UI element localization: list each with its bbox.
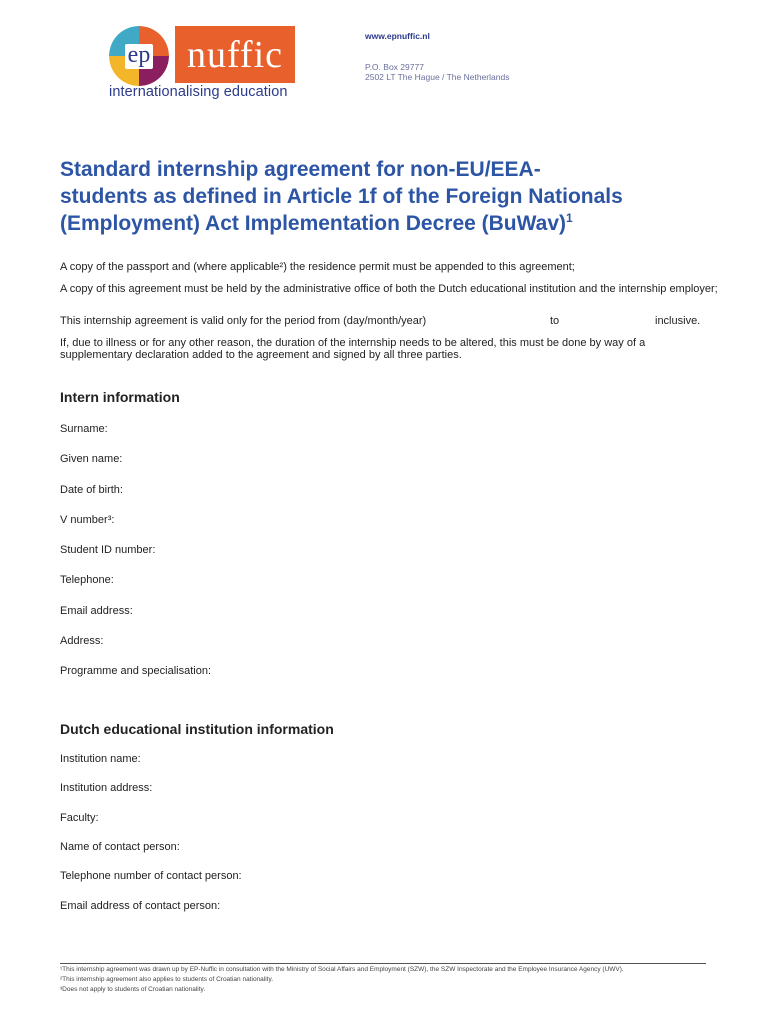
address-label: Address: [60, 635, 104, 647]
contact-email-label: Email address of contact person: [60, 900, 221, 912]
student-id-label: Student ID number: [60, 544, 156, 556]
intro-validity [60, 315, 720, 327]
programme-label: Programme and specialisation: [60, 665, 212, 677]
intro-illness: If, due to illness or for any other reason, the duration of the internship needs to be altered, this must be done by way of a supplementary declaration added to the agreement and signed by all three parties. [60, 337, 646, 361]
institution-address-label: Institution address: [60, 782, 153, 794]
footnote-divider [60, 963, 706, 964]
date-of-birth-label: Date of birth: [60, 484, 123, 496]
website-link[interactable]: www.epnuffic.nl [365, 31, 430, 41]
footnote-1: ¹This internship agreement was drawn up by EP-Nuffic in consultation with the Ministry of Social Affairs and Employment (SZW), the SZW Inspectorate and the Employee Insurance Agency (UWV). [60, 966, 624, 973]
document-title [60, 156, 720, 237]
telephone-label: Telephone: [60, 574, 114, 586]
address-city: 2502 LT The Hague / The Netherlands [365, 72, 510, 82]
title-footnote-marker: 1 [566, 211, 573, 225]
logo-nuffic-text: nuffic [186, 33, 284, 76]
po-box: P.O. Box 29777 [365, 62, 424, 72]
institution-name-label: Institution name: [60, 753, 141, 765]
validity-suffix: inclusive. [655, 315, 701, 327]
intro-copy: A copy of this agreement must be held by the administrative office of both the Dutch educational institution and the internship employer; [60, 283, 718, 295]
logo-ep-mark [109, 26, 169, 86]
title-line-2: students as defined in Article 1f of the Foreign Nationals [60, 185, 623, 208]
logo-tagline: internationalising education [109, 84, 288, 100]
logo-nuffic-box [175, 26, 295, 83]
footnote-2: ²This internship agreement also applies to students of Croatian nationality. [60, 976, 274, 983]
title-line-3-text: (Employment) Act Implementation Decree (BuWav) [60, 212, 567, 235]
footnote-3: ³Does not apply to students of Croatian nationality. [60, 986, 206, 993]
validity-prefix: This internship agreement is valid only for the period from (day/month/year) [60, 315, 427, 327]
given-name-label: Given name: [60, 453, 123, 465]
contact-telephone-label: Telephone number of contact person: [60, 870, 242, 882]
v-number-label: V number³: [60, 514, 115, 526]
contact-name-label: Name of contact person: [60, 841, 180, 853]
surname-label: Surname: [60, 423, 108, 435]
institution-section-heading: Dutch educational institution information [60, 721, 334, 737]
intern-section-heading: Intern information [60, 389, 180, 405]
email-label: Email address: [60, 605, 133, 617]
title-line-3 [60, 210, 720, 237]
title-line-1: Standard internship agreement for non-EU/EEA- [60, 158, 541, 181]
validity-to: to [550, 315, 560, 327]
logo-ep-text: ep [125, 44, 154, 69]
faculty-label: Faculty: [60, 812, 99, 824]
intro-passport: A copy of the passport and (where applicable²) the residence permit must be appended to this agreement; [60, 261, 575, 273]
